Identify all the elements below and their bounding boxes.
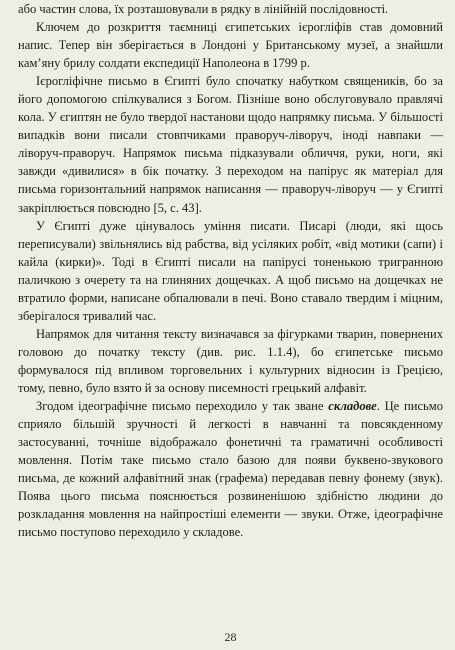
paragraph-scribes: У Єгипті дуже цінувалось уміння писати. Писарі (люди, які щось переписували) звільнялись від рабства, від усіляких робіт, «від мотики (сапи) і кайла (кирки)». Тоді в Єгипті писали на папірусі тоненькою тригранною паличкою з очерету та на глиняних дощечках. А щоб письмо на дощечках не втратило форми, написане обпалювали в печі. Воно ставало твердим і міцним, зберігалося тривалий час.	[18, 218, 443, 323]
paragraph-reading-direction: Напрямок для читання тексту визначався за фігурками тварин, повернених головою до початку тексту (див. рис. 1.1.4), бо єгипетське письмо формувалося під впливом торговельних і культурних відносин із Грецією, тому, певно, було взято й за основу писемності грецький алфавіт.	[18, 326, 443, 395]
syllabic-intro: Згодом ідеографічне письмо переходило у так зване	[36, 399, 329, 414]
book-page	[18, 0, 443, 650]
paragraph-hieroglyphic-writing: Ієрогліфічне письмо в Єгипті було спочатку набутком священиків, бо за його допомогою спілкувалися з Богом. Пізніше воно обслуговувало правлячі кола. У єгиптян не було твердої настанови щодо напрямку письма. У більшості випадків вони писали стовпчиками праворуч-ліворуч, іноді навпаки — ліворуч-праворуч. Напрямок письма підказували обличчя, руки, ноги, які завжди «дивилися» в бік початку. З переходом на папірус як матеріал для письма горизонтальний напрямок написання — праворуч-ліворуч — у Єгипті закріплюється повсюдно [5, с. 43].	[18, 74, 443, 215]
syllabic-rest: . Це письмо сприяло більшій зручності й легкості в навчанні та повсякденному застосуванні, точніше відображало фонетичні та граматичні особливості мовлення. Потім таке письмо стало базою для появи буквено-звукового письма, де кожний алфавітний знак (графема) передавав певну фонему (звук). Поява цього письма пояснюється розвиненішою здібністю людини до розкладання мовлення на найпростіші елементи — звуки. Отже, ідеографічне письмо поступово переходило у складове.	[18, 399, 443, 540]
page-number: 28	[224, 630, 237, 644]
paragraph-rosetta-stone: Ключем до розкриття таємниці єгипетських ієрогліфів став домовний напис. Тепер він зберігається в Лондоні у Британському музеї, а знайшли кам’яну брилу солдати експедиції Наполеона в 1799 р.	[18, 20, 443, 71]
paragraph-continuation: або частин слова, їх розташовували в рядку в лінійній послідовності.	[18, 2, 389, 16]
paragraph-syllabic-writing	[18, 397, 443, 541]
body-text	[18, 0, 443, 541]
syllabic-term: складове	[328, 399, 377, 414]
